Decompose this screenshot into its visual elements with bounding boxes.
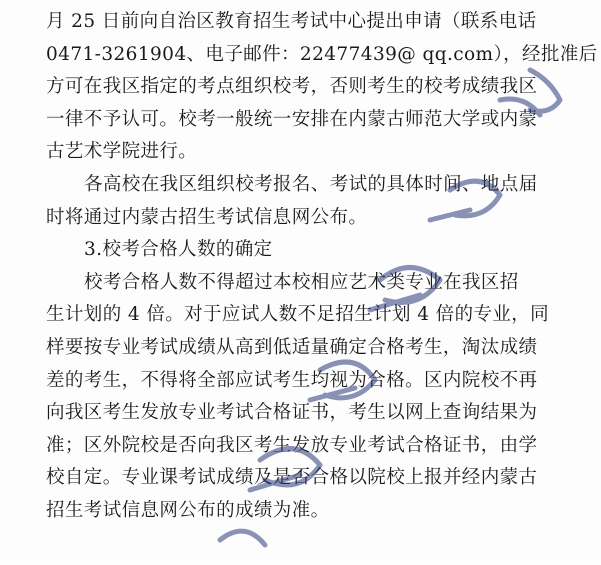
text-line: 差的考生，不得将全部应试考生均视为合格。区内院校不再 xyxy=(46,369,538,391)
text-line: 一律不予认可。校考一般统一安排在内蒙古师范大学或内蒙 xyxy=(46,108,538,130)
paragraph-start-line: 校考合格人数不得超过本校相应艺术类专业在我区招 xyxy=(84,271,519,293)
text-line: 校自定。专业课考试成绩及是否合格以院校上报并经内蒙古 xyxy=(46,467,538,489)
text-line: 月 25 日前向自治区教育招生考试中心提出申请（联系电话 xyxy=(46,11,537,32)
text-line: 准；区外院校是否向我区考生发放专业考试合格证书，由学 xyxy=(46,434,538,456)
text-line: 时将通过内蒙古招生考试信息网公布。 xyxy=(46,206,368,228)
text-line: 样要按专业考试成绩从高到低适量确定合格考生，淘汰成绩 xyxy=(46,336,538,358)
paragraph-start-line: 各高校在我区组织校考报名、考试的具体时间、地点届 xyxy=(84,173,538,195)
text-line: 生计划的 4 倍。对于应试人数不足招生计划 4 倍的专业，同 xyxy=(46,304,550,326)
section-heading: 3.校考合格人数的确定 xyxy=(84,239,273,261)
text-line: 招生考试信息网公布的成绩为准。 xyxy=(46,499,330,521)
document-body xyxy=(46,6,598,528)
text-line: 0471-3261904、电子邮件：22477439@ qq.com），经批准后 xyxy=(46,43,598,65)
text-line: 方可在我区指定的考点组织校考，否则考生的校考成绩我区 xyxy=(46,76,538,98)
text-line: 古艺术学院进行。 xyxy=(46,141,198,163)
text-line: 向我区考生发放专业考试合格证书，考生以网上查询结果为 xyxy=(46,402,538,424)
